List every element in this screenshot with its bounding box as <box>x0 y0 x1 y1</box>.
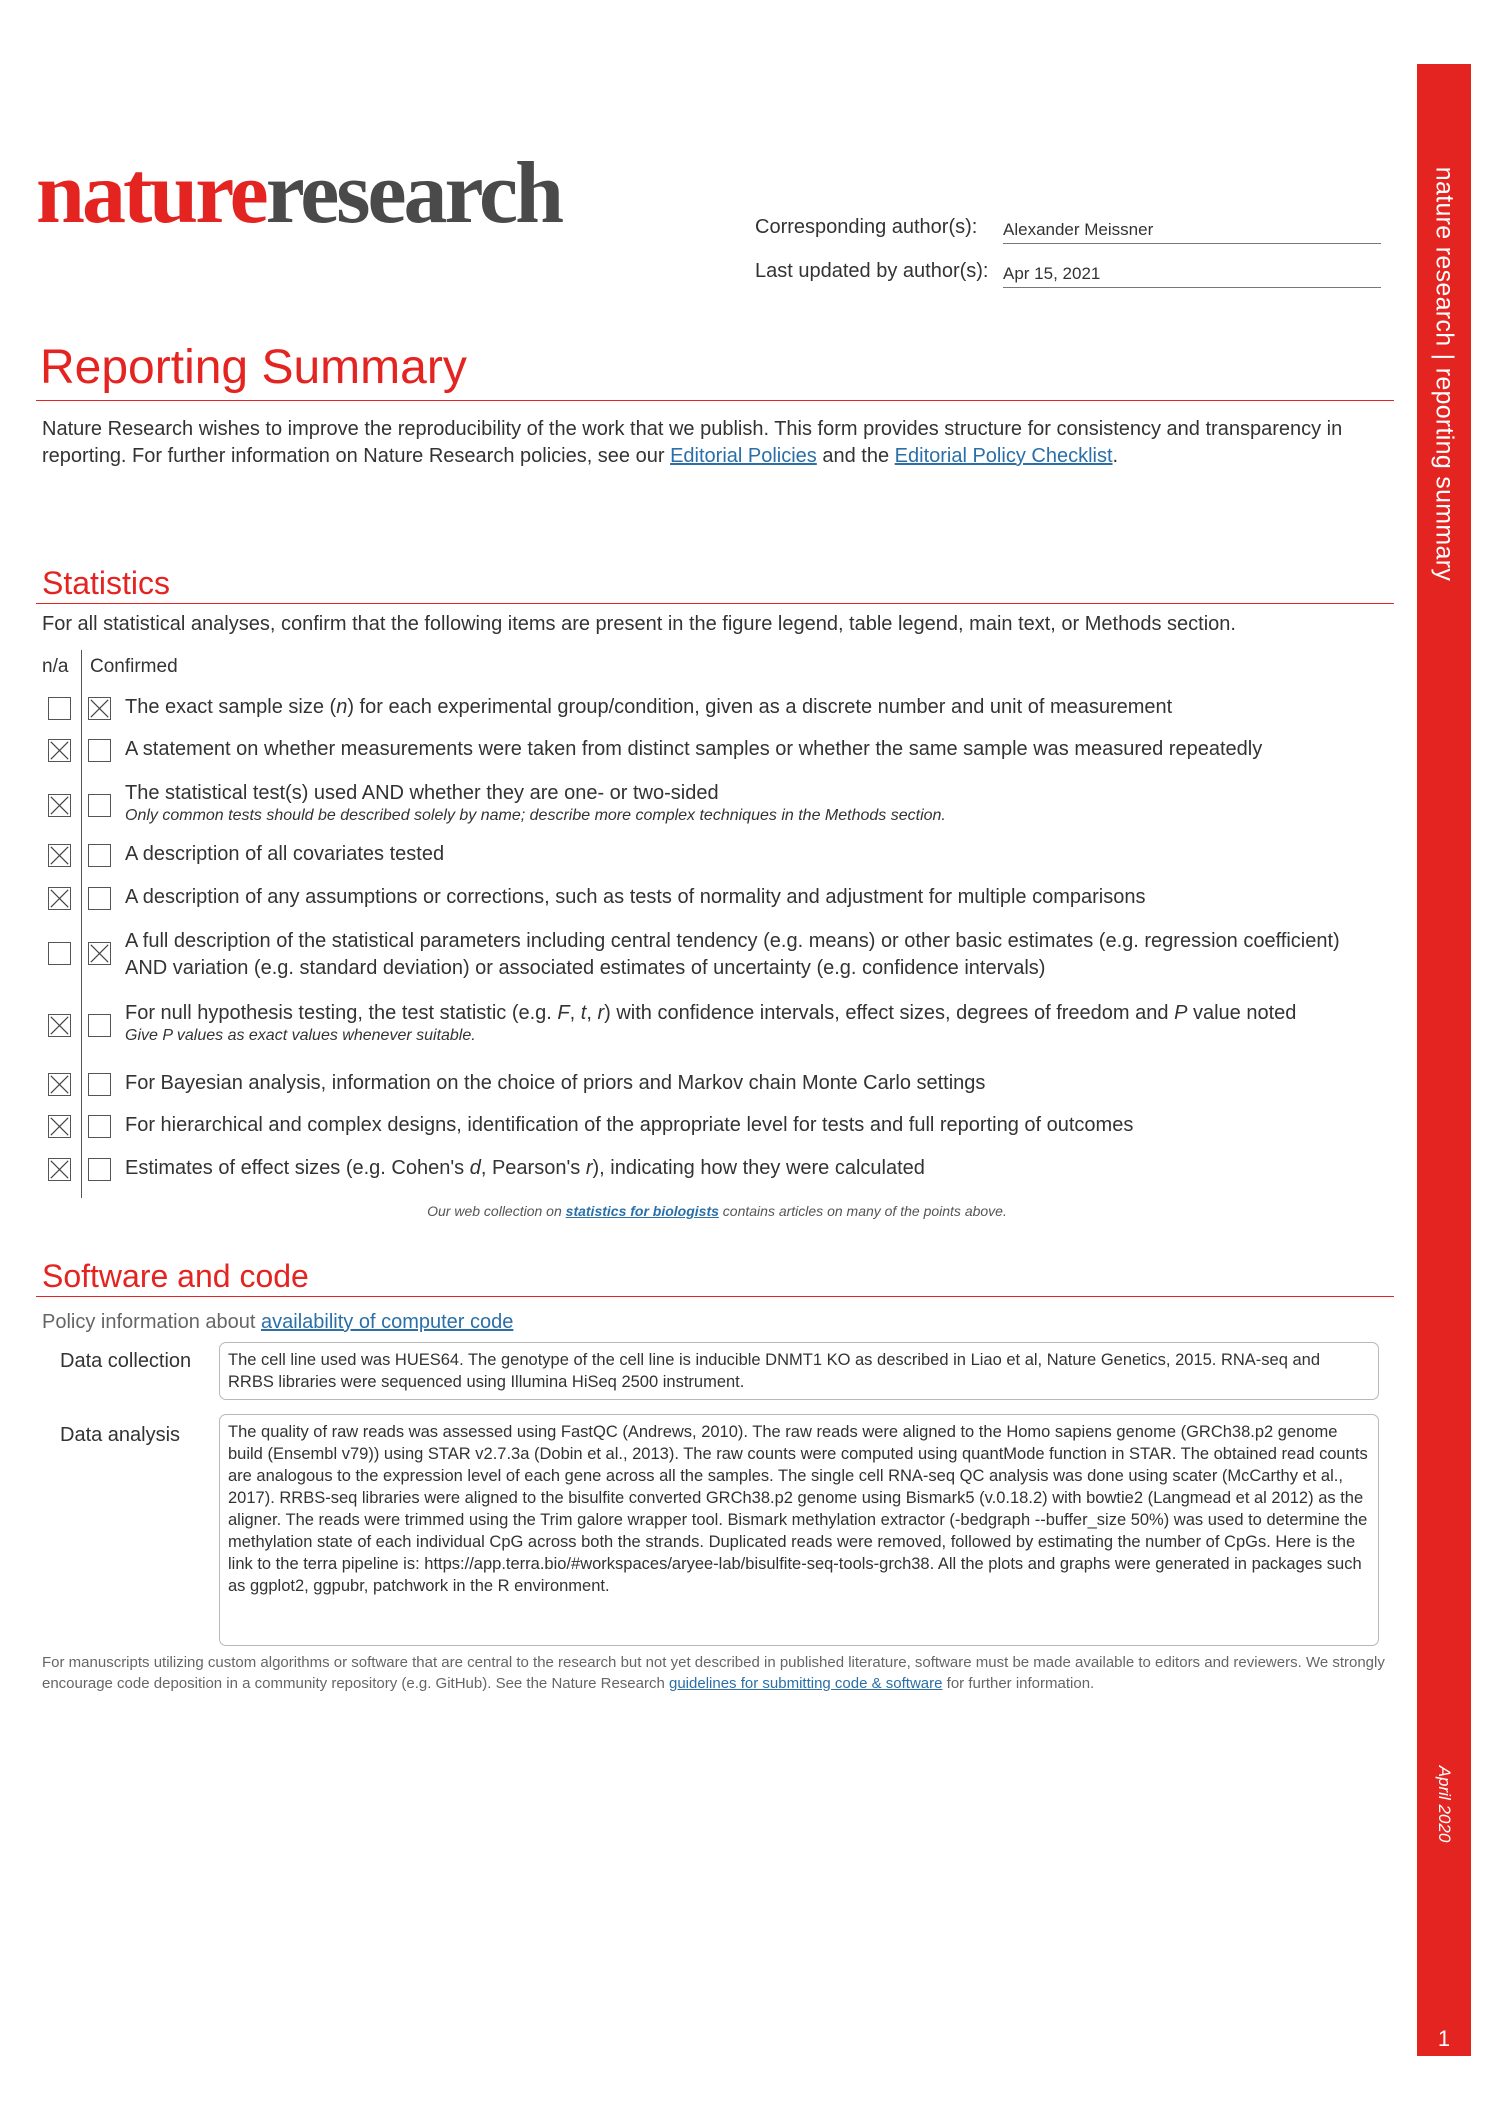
statistics-note <box>42 1203 1392 1219</box>
cross-mark-icon <box>49 1015 70 1036</box>
page-title: Reporting Summary <box>40 341 467 394</box>
italic-symbol: d <box>469 1157 481 1179</box>
italic-symbol: r <box>597 1002 605 1024</box>
page-number: 1 <box>1437 2026 1451 2051</box>
footer-text: For manuscripts utilizing custom algorithms or software that are central to the research but not yet described in published literature, software must be made available to editors and reviewers. We strongly encourage code deposition in a community repository (e.g. GitHub). See the Nature Research <box>42 1654 1385 1692</box>
text-run: A full description of the statistical parameters including central tendency (e.g. means) or other basic estimates (e.g. regression coefficient) AND variation (e.g. standard deviation) or associated estimates of uncertainty (e.g. confidence intervals) <box>125 930 1340 979</box>
cross-mark-icon <box>89 943 110 964</box>
confirmed-checkbox[interactable] <box>88 697 111 720</box>
text-run: , <box>569 1002 581 1024</box>
confirmed-checkbox[interactable] <box>88 1014 111 1037</box>
cross-mark-icon <box>49 1159 70 1180</box>
na-checkbox[interactable] <box>48 1073 71 1096</box>
text-run: ) for each experimental group/condition, given as a discrete number and unit of measurement <box>347 696 1173 718</box>
software-policy <box>42 1309 513 1336</box>
checklist-item-text <box>125 884 1385 911</box>
checklist-item-text <box>125 1070 1385 1097</box>
cross-mark-icon <box>89 698 110 719</box>
confirmed-checkbox[interactable] <box>88 887 111 910</box>
text-run: The statistical test(s) used AND whether they are one- or two-sided <box>125 782 719 804</box>
column-confirmed: Confirmed <box>90 656 178 677</box>
data-analysis-label: Data analysis <box>60 1424 181 1446</box>
side-bar-title: nature research | reporting summary <box>1430 166 1459 582</box>
cross-mark-icon <box>49 888 70 909</box>
italic-symbol: t <box>580 1002 587 1024</box>
text-run: Estimates of effect sizes (e.g. Cohen's <box>125 1157 470 1179</box>
checklist-item-text <box>125 1112 1385 1139</box>
intro-paragraph <box>42 416 1392 470</box>
corresponding-author-field[interactable]: Alexander Meissner <box>1003 220 1381 244</box>
text-run: A description of all covariates tested <box>125 843 445 865</box>
intro-text: Nature Research wishes to improve the reproducibility of the work that we publish. This form provides structure for consistency and transparency in reporting. For further information on Nature Research policies, see our <box>42 418 1343 467</box>
italic-symbol: r <box>585 1157 593 1179</box>
na-checkbox[interactable] <box>48 844 71 867</box>
na-checkbox[interactable] <box>48 794 71 817</box>
editorial-policy-checklist-link[interactable]: Editorial Policy Checklist <box>894 445 1113 467</box>
availability-of-computer-code-link[interactable]: availability of computer code <box>261 1311 514 1333</box>
confirmed-checkbox[interactable] <box>88 794 111 817</box>
checklist-item-text <box>125 736 1385 763</box>
na-checkbox[interactable] <box>48 942 71 965</box>
software-rule <box>36 1296 1394 1297</box>
text-run: A statement on whether measurements were taken from distinct samples or whether the same sample was measured repeatedly <box>125 738 1263 760</box>
software-heading: Software and code <box>42 1258 309 1294</box>
cross-mark-icon <box>49 795 70 816</box>
data-analysis-field[interactable]: The quality of raw reads was assessed using FastQC (Andrews, 2010). The raw reads were aligned to the Homo sapiens genome (GRCh38.p2 genome build (Ensembl v79)) using STAR v2.7.3a (Dobin et al., 2013). The raw counts were computed using quantMode function in STAR. The obtained read counts are analogous to the expression level of each gene across all the samples. The single cell RNA-seq QC analysis was done using scater (McCarthy et al., 2017). RRBS-seq libraries were aligned to the bisulfite converted GRCh38.p2 genome using Bismark5 (v.0.18.2) with bowtie2 (Langmead et al 2012) as the aligner. The reads were trimmed using the Trim galore wrapper tool. Bismark methylation extractor (-bedgraph --buffer_size 50%) was used to determine the methylation state of each individual CpG across both the strands. Duplicated reads were removed, followed by estimating the number of CpGs. Here is the link to the terra pipeline is: https://app.terra.bio/#workspaces/aryee-lab/bisulfite-seq-tools-grch38. All the plots and graphs were generated in packages such as ggplot2, ggpubr, patchwork in the R environment. <box>219 1414 1379 1646</box>
logo-word-nature: nature <box>36 145 266 242</box>
column-divider <box>81 650 82 1198</box>
checklist-item-text <box>125 694 1385 721</box>
checklist-item-text <box>125 780 1385 807</box>
statistics-heading: Statistics <box>42 565 171 601</box>
italic-symbol: n <box>336 696 348 718</box>
note-text-end: contains articles on many of the points above. <box>718 1203 1007 1219</box>
text-run: ), indicating how they were calculated <box>592 1157 925 1179</box>
side-bar <box>1417 64 1471 2056</box>
na-checkbox[interactable] <box>48 1158 71 1181</box>
confirmed-checkbox[interactable] <box>88 942 111 965</box>
na-checkbox[interactable] <box>48 739 71 762</box>
last-updated-field[interactable]: Apr 15, 2021 <box>1003 264 1381 288</box>
policy-text: Policy information about <box>42 1311 262 1333</box>
data-collection-field[interactable]: The cell line used was HUES64. The genotype of the cell line is inducible DNMT1 KO as described in Liao et al, Nature Genetics, 2015. RNA-seq and RRBS libraries were sequenced using Illumina HiSeq 2500 instrument. <box>219 1342 1379 1400</box>
nature-research-logo <box>36 145 562 242</box>
checklist-item-text <box>125 928 1385 982</box>
statistics-intro: For all statistical analyses, confirm that the following items are present in the figure legend, table legend, main text, or Methods section. <box>42 613 1236 635</box>
checklist-item-text <box>125 1000 1385 1027</box>
na-checkbox[interactable] <box>48 887 71 910</box>
software-footer-note <box>42 1652 1392 1694</box>
intro-text-middle: and the <box>816 445 895 467</box>
na-checkbox[interactable] <box>48 1014 71 1037</box>
confirmed-checkbox[interactable] <box>88 1115 111 1138</box>
checklist-item-subtext: Give P values as exact values whenever suitable. <box>125 1027 476 1044</box>
statistics-rule <box>36 603 1394 604</box>
title-rule <box>36 400 1394 401</box>
logo-word-research: research <box>265 145 562 242</box>
footer-text-end: for further information. <box>942 1675 1095 1692</box>
italic-symbol: F <box>557 1002 570 1024</box>
data-collection-label: Data collection <box>60 1350 192 1372</box>
last-updated-label: Last updated by author(s): <box>755 260 989 282</box>
confirmed-checkbox[interactable] <box>88 739 111 762</box>
text-run: For Bayesian analysis, information on the choice of priors and Markov chain Monte Carlo settings <box>125 1072 986 1094</box>
na-checkbox[interactable] <box>48 1115 71 1138</box>
cross-mark-icon <box>49 1116 70 1137</box>
checklist-item-text <box>125 1155 1385 1182</box>
text-run: For null hypothesis testing, the test statistic (e.g. <box>125 1002 558 1024</box>
italic-symbol: P <box>1174 1002 1188 1024</box>
guidelines-for-submitting-code-link[interactable]: guidelines for submitting code & software <box>669 1675 943 1692</box>
checklist-item-subtext: Only common tests should be described solely by name; describe more complex techniques in the Methods section. <box>125 807 946 824</box>
confirmed-checkbox[interactable] <box>88 1073 111 1096</box>
statistics-for-biologists-link[interactable]: statistics for biologists <box>565 1203 719 1219</box>
cross-mark-icon <box>49 740 70 761</box>
text-run: A description of any assumptions or corrections, such as tests of normality and adjustment for multiple comparisons <box>125 886 1146 908</box>
text-run: The exact sample size ( <box>125 696 337 718</box>
text-run: , <box>586 1002 598 1024</box>
column-na: n/a <box>42 656 69 677</box>
side-bar-date: April 2020 <box>1435 1765 1454 1843</box>
text-run: For hierarchical and complex designs, identification of the appropriate level for tests and full reporting of outcomes <box>125 1114 1134 1136</box>
editorial-policies-link[interactable]: Editorial Policies <box>670 445 817 467</box>
text-run: value noted <box>1187 1002 1297 1024</box>
text-run: ) with confidence intervals, effect sizes, degrees of freedom and <box>604 1002 1175 1024</box>
corresponding-author-label: Corresponding author(s): <box>755 216 978 238</box>
cross-mark-icon <box>49 845 70 866</box>
checklist-item-text <box>125 841 1385 868</box>
cross-mark-icon <box>49 1074 70 1095</box>
intro-text-end: . <box>1112 445 1119 467</box>
confirmed-checkbox[interactable] <box>88 844 111 867</box>
na-checkbox[interactable] <box>48 697 71 720</box>
confirmed-checkbox[interactable] <box>88 1158 111 1181</box>
note-text: Our web collection on <box>427 1203 566 1219</box>
text-run: , Pearson's <box>480 1157 586 1179</box>
